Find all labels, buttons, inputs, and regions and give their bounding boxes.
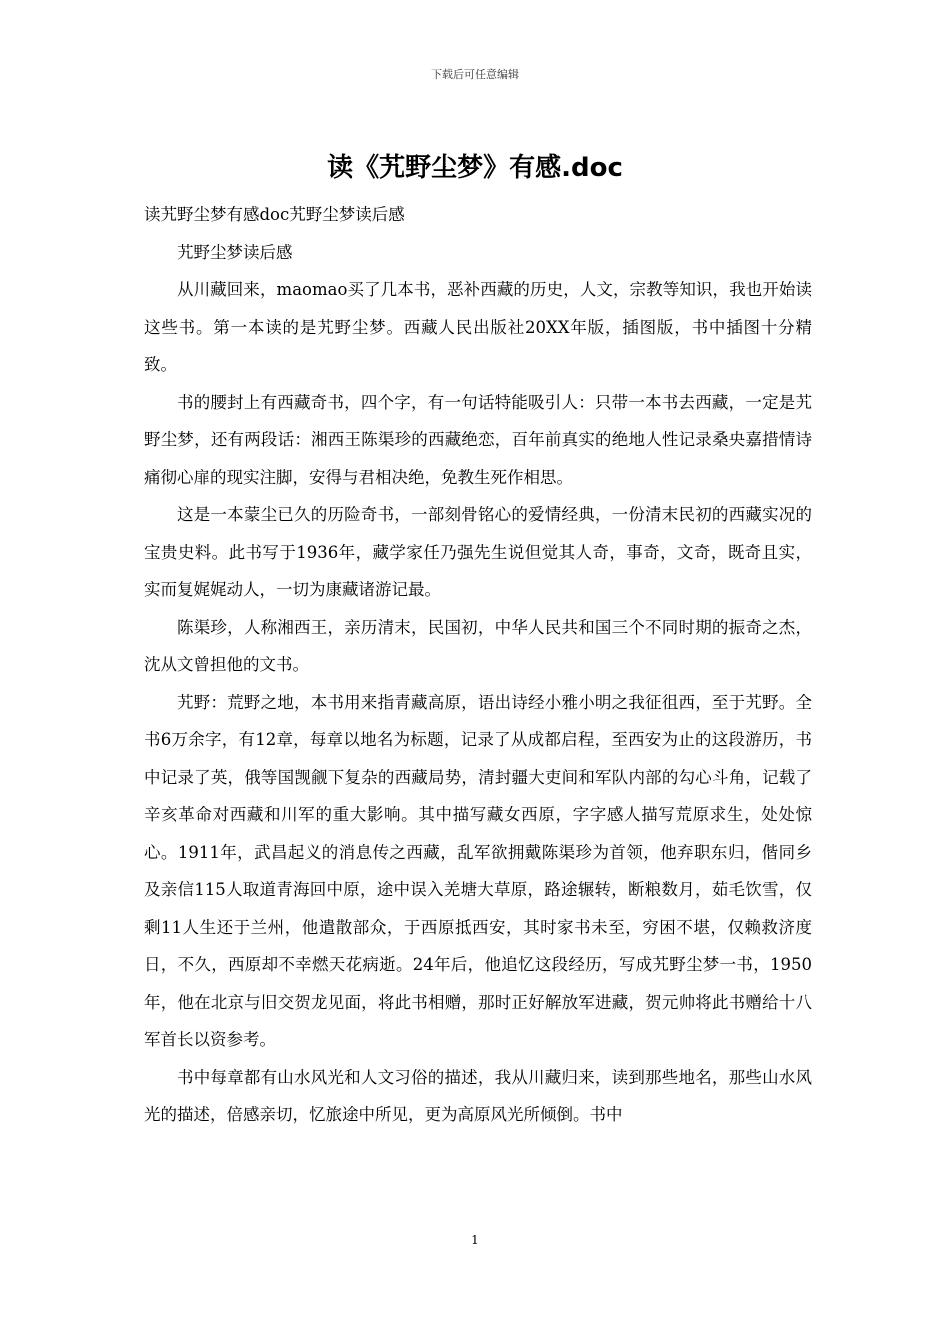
paragraph: 这是一本蒙尘已久的历险奇书，一部刻骨铭心的爱情经典，一份清末民初的西藏实况的宝贵史料。此书写于1936年，藏学家任乃强先生说但觉其人奇，事奇，文奇，既奇且实，实而复娓娓动人，一切为康藏诸游记最。 [144, 505, 812, 599]
document-body [144, 196, 812, 1134]
paragraph: 陈渠珍，人称湘西王，亲历清末，民国初，中华人民共和国三个不同时期的振奇之杰，沈从文曾担他的文书。 [144, 617, 812, 674]
paragraph-heading: 艽野尘梦读后感 [177, 242, 293, 262]
page-number: 1 [471, 1233, 479, 1247]
paragraph: 书中每章都有山水风光和人文习俗的描述，我从川藏归来，读到那些地名，那些山水风光的描述，倍感亲切，忆旅途中所见，更为高原风光所倾倒。书中 [144, 1067, 812, 1124]
document-title: 读《艽野尘梦》有感.doc [327, 153, 623, 183]
paragraph: 艽野：荒野之地，本书用来指青藏高原，语出诗经小雅小明之我征徂西，至于艽野。全书6万余字，有12章，每章以地名为标题，记录了从成都启程，至西安为止的这段游历，书中记录了英，俄等国觊觎下复杂的西藏局势，清封疆大吏间和军队内部的勾心斗角，记载了辛亥革命对西藏和川军的重大影响。其中描写藏女西原，字字感人描写荒原求生，处处惊心。1911年，武昌起义的消息传之西藏，乱军欲拥戴陈渠珍为首领，他弃职东归，偕同乡及亲信115人取道青海回中原，途中误入羌塘大草原，路途辗转，断粮数月，茹毛饮雪，仅剩11人生还于兰州，他遣散部众，于西原抵西安，其时家书未至，穷困不堪，仅赖救济度日，不久，西原却不幸燃天花病逝。24年后，他追忆这段经历，写成艽野尘梦一书，1950年，他在北京与旧交贺龙见面，将此书相赠，那时正好解放军进藏，贺元帅将此书赠给十八军首长以资参考。 [144, 692, 812, 1049]
header-note: 下载后可任意编辑 [431, 68, 519, 81]
paragraph-subtitle: 读艽野尘梦有感doc艽野尘梦读后感 [144, 205, 405, 224]
paragraph: 书的腰封上有西藏奇书，四个字，有一句话特能吸引人：只带一本书去西藏，一定是艽野尘梦，还有两段话：湘西王陈渠珍的西藏绝恋，百年前真实的绝地人性记录桑央嘉措情诗痛彻心扉的现实注脚，安得与君相决绝，免教生死作相思。 [144, 392, 812, 487]
paragraph: 从川藏回来，maomao买了几本书，恶补西藏的历史，人文，宗教等知识，我也开始读这些书。第一本读的是艽野尘梦。西藏人民出版社20XX年版，插图版，书中插图十分精致。 [144, 280, 812, 374]
